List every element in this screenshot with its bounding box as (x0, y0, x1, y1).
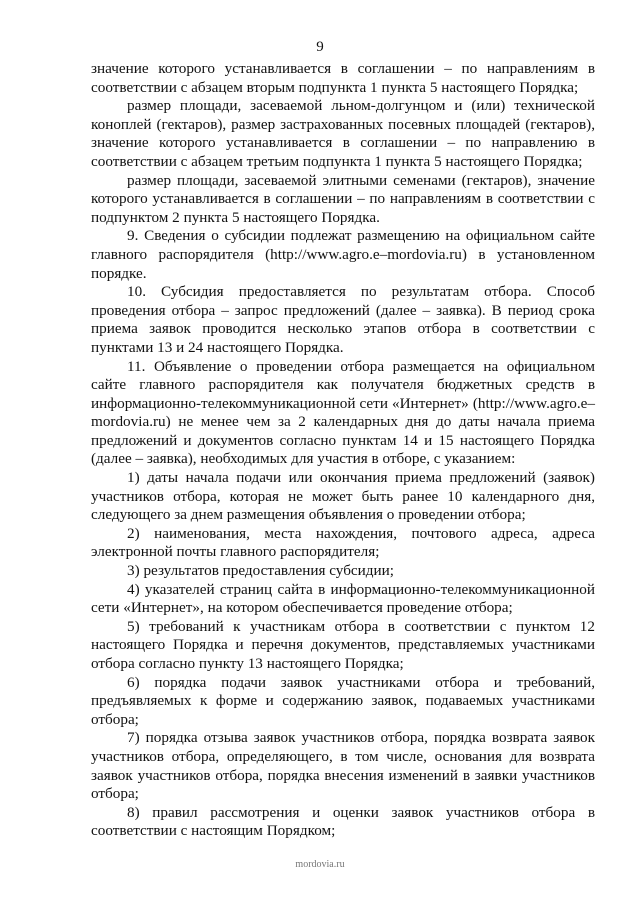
list-item-8: 8) правил рассмотрения и оценки заявок участников отбора в соответствии с настоящим Порядком; (91, 803, 595, 840)
list-item-3: 3) результатов предоставления субсидии; (127, 562, 394, 580)
list-item-1: 1) даты начала подачи или окончания приема предложений (заявок) участников отбора, которая не может быть ранее 10 календарного дня, следующего за днем размещения объявления о проведении отбора; (91, 469, 595, 524)
paragraph-item-9: 9. Сведения о субсидии подлежат размещению на официальном сайте главного распорядителя (http://www.agro.e–mordovia.ru) в установленном порядке. (91, 227, 595, 282)
list-item-7: 7) порядка отзыва заявок участников отбора, порядка возврата заявок участников отбора, определяющего, в том числе, основания для возврата заявок участников отбора, порядка внесения изменений в заявки участников отбора; (91, 729, 595, 803)
paragraph-item-10: 10. Субсидия предоставляется по результатам отбора. Способ проведения отбора – запрос предложений (далее – заявка). В период срока приема заявок проводится несколько этапов отбора в соответствии с пунктами 13 и 24 настоящего Порядка. (91, 283, 595, 356)
paragraph: размер площади, засеваемой льном-долгунцом и (или) технической коноплей (гектаров), размер застрахованных посевных площадей (гектаров), значение которого устанавливается в соглашении – по направлению в соответствии с абзацем третьим подпункта 1 пункта 5 настоящего Порядка; (91, 97, 595, 170)
list-item-2: 2) наименования, места нахождения, почтового адреса, адреса электронной почты главного распорядителя; (91, 524, 595, 561)
list-item-4: 4) указателей страниц сайта в информационно-телекоммуникационной сети «Интернет», на котором обеспечивается проведение отбора; (91, 580, 595, 617)
page-number: 9 (316, 39, 324, 55)
page-footer: mordovia.ru (295, 859, 345, 870)
list-item-5: 5) требований к участникам отбора в соответствии с пунктом 12 настоящего Порядка и перечня документов, представляемых участниками отбора согласно пункту 13 настоящего Порядка; (91, 617, 595, 672)
document-body (91, 60, 595, 841)
paragraph-continuation: значение которого устанавливается в соглашении – по направлениям в соответствии с абзацем вторым подпункта 1 пункта 5 настоящего Порядка; (91, 60, 595, 96)
paragraph: размер площади, засеваемой элитными семенами (гектаров), значение которого устанавливается в соглашении – по направлениям в соответствии с подпунктом 2 пункта 5 настоящего Порядка. (91, 171, 595, 226)
list-item-6: 6) порядка подачи заявок участниками отбора и требований, предъявляемых к форме и содержанию заявок, подаваемых участниками отбора; (91, 673, 595, 728)
paragraph-item-11: 11. Объявление о проведении отбора размещается на официальном сайте главного распорядителя как получателя бюджетных средств в информационно-телекоммуникационной сети «Интернет» (http://www.agro.e–mordovia.ru) не менее чем за 2 календарных дня до даты начала приема предложений и документов согласно пунктам 14 и 15 настоящего Порядка (далее – заявка), необходимых для участия в отборе, с указанием: (91, 357, 595, 468)
